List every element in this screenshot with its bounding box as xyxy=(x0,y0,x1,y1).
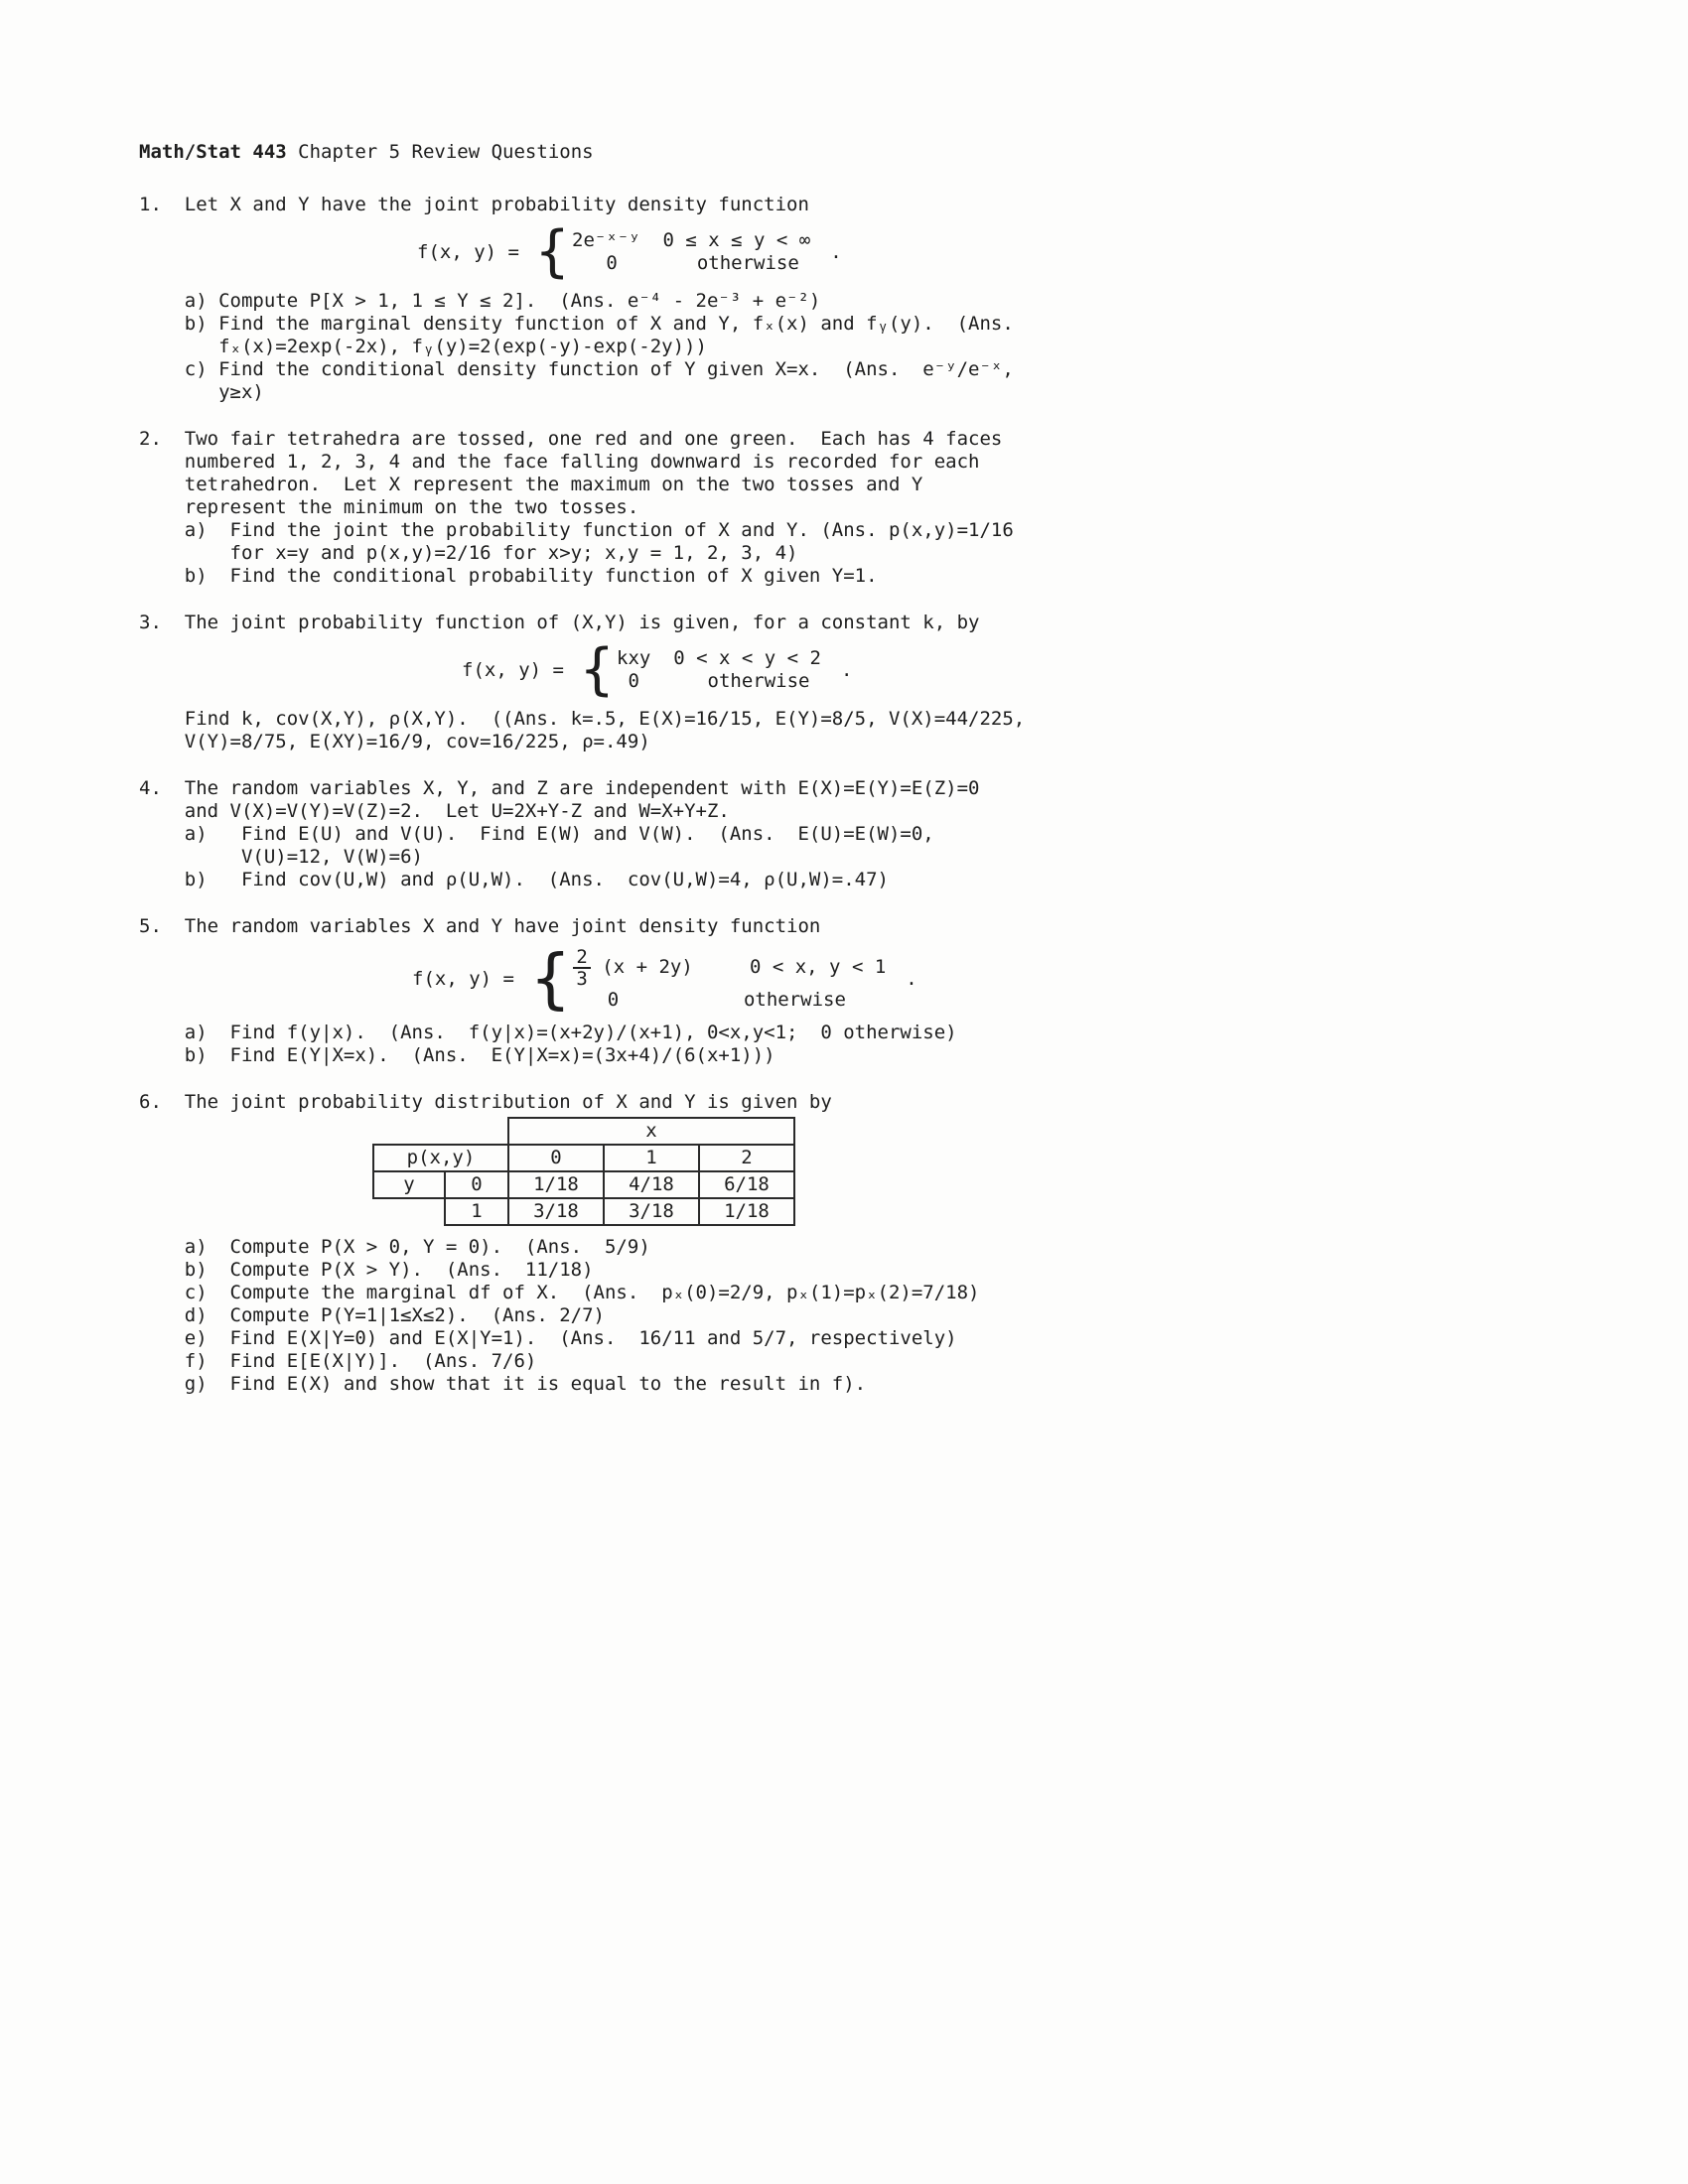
q6-part-c: c) Compute the marginal df of X. (Ans. pₓ(0)=2/9, pₓ(1)=pₓ(2)=7/18) xyxy=(139,1282,980,1303)
q1-intro: 1. Let X and Y have the joint probability density function xyxy=(139,194,809,215)
q5-part-a: a) Find f(y|x). (Ans. f(y|x)=(x+2y)/(x+1), 0<x,y<1; 0 otherwise) xyxy=(139,1022,957,1043)
table-row-y0 xyxy=(373,1171,794,1198)
q5-formula-lhs: f(x, y) = xyxy=(412,967,526,990)
question-4 xyxy=(139,777,1628,891)
q2-intro-3: tetrahedron. Let X represent the maximum on the two tosses and Y xyxy=(139,474,923,495)
q2-intro-2: numbered 1, 2, 3, 4 and the face falling downward is recorded for each xyxy=(139,451,980,473)
question-6 xyxy=(139,1091,1628,1396)
q5-formula-cases xyxy=(573,947,886,1012)
q2-intro-1: 2. Two fair tetrahedra are tossed, one red and one green. Each has 4 faces xyxy=(139,428,1003,450)
fraction-numerator: 2 xyxy=(576,945,588,968)
fraction-denominator: 3 xyxy=(573,967,590,989)
table-cell: 6/18 xyxy=(699,1171,794,1198)
question-3 xyxy=(139,612,1628,753)
q4-part-a-cont: V(U)=12, V(W)=6) xyxy=(139,846,423,868)
q2-part-a-cont: for x=y and p(x,y)=2/16 for x>y; x,y = 1, 2, 3, 4) xyxy=(139,542,798,564)
q6-intro: 6. The joint probability distribution of X and Y is given by xyxy=(139,1091,832,1113)
table-cell: 3/18 xyxy=(604,1198,699,1225)
q1-part-b: b) Find the marginal density function of X and Y, fₓ(x) and fᵧ(y). (Ans. xyxy=(139,313,1014,335)
q1-part-a: a) Compute P[X > 1, 1 ≤ Y ≤ 2]. (Ans. e⁻⁴ - 2e⁻³ + e⁻²) xyxy=(139,290,821,312)
q6-part-b: b) Compute P(X > Y). (Ans. 11/18) xyxy=(139,1259,594,1281)
q5-case-1-expr: (x + 2y) 0 < x, y < 1 xyxy=(590,956,887,978)
table-row-col-headers xyxy=(373,1145,794,1171)
q3-task-1: Find k, cov(X,Y), ρ(X,Y). ((Ans. k=.5, E(X)=16/15, E(Y)=8/5, V(X)=44/225, xyxy=(139,708,1026,730)
joint-distribution-table xyxy=(372,1117,795,1226)
q1-part-b-cont: fₓ(x)=2exp(-2x), fᵧ(y)=2(exp(-y)-exp(-2y))) xyxy=(139,336,707,357)
q1-case-2: 0 otherwise xyxy=(572,252,799,274)
doc-title-text: Chapter 5 Review Questions xyxy=(286,141,594,163)
table-y-value-0: 0 xyxy=(445,1171,508,1198)
q4-part-a: a) Find E(U) and V(U). Find E(W) and V(W). (Ans. E(U)=E(W)=0, xyxy=(139,823,934,845)
q1-formula-lhs: f(x, y) = xyxy=(417,240,531,263)
doc-title xyxy=(139,141,1628,164)
q1-case-1: 2e⁻ˣ⁻ʸ 0 ≤ x ≤ y < ∞ xyxy=(572,229,811,251)
table-col-header-0: 0 xyxy=(508,1145,604,1171)
table-empty-corner xyxy=(373,1118,508,1145)
q3-intro: 3. The joint probability function of (X,Y) is given, for a constant k, by xyxy=(139,612,980,633)
q2-part-b: b) Find the conditional probability function of X given Y=1. xyxy=(139,565,878,587)
q3-case-2: 0 otherwise xyxy=(617,670,810,692)
table-cell: 3/18 xyxy=(508,1198,604,1225)
table-y-label: y xyxy=(373,1171,445,1198)
q4-intro-2: and V(X)=V(Y)=V(Z)=2. Let U=2X+Y-Z and W=X+Y+Z. xyxy=(139,800,730,822)
question-5 xyxy=(139,915,1628,1067)
left-brace-icon: { xyxy=(534,219,571,284)
fraction-two-thirds xyxy=(573,947,590,989)
table-empty-cell xyxy=(373,1198,445,1225)
q2-intro-4: represent the minimum on the two tosses. xyxy=(139,496,639,518)
table-cell: 1/18 xyxy=(508,1171,604,1198)
q5-intro: 5. The random variables X and Y have joint density function xyxy=(139,915,821,937)
question-2 xyxy=(139,428,1628,588)
table-p-label: p(x,y) xyxy=(373,1145,508,1171)
left-brace-icon: { xyxy=(529,940,572,1017)
q3-task-2: V(Y)=8/75, E(XY)=16/9, cov=16/225, ρ=.49) xyxy=(139,731,650,752)
q6-part-f: f) Find E[E(X|Y)]. (Ans. 7/6) xyxy=(139,1350,537,1372)
left-brace-icon: { xyxy=(579,637,616,702)
q4-intro-1: 4. The random variables X, Y, and Z are independent with E(X)=E(Y)=E(Z)=0 xyxy=(139,777,980,799)
q5-formula xyxy=(412,940,1628,1017)
q6-part-g: g) Find E(X) and show that it is equal to the result in f). xyxy=(139,1373,867,1395)
q3-formula xyxy=(462,637,1628,702)
table-col-header-2: 2 xyxy=(699,1145,794,1171)
q3-formula-period: . xyxy=(840,658,853,681)
q6-part-a: a) Compute P(X > 0, Y = 0). (Ans. 5/9) xyxy=(139,1236,650,1258)
q6-part-d: d) Compute P(Y=1|1≤X≤2). (Ans. 2/7) xyxy=(139,1304,605,1326)
q5-case-2: 0 otherwise xyxy=(573,988,846,1011)
table-row-y1 xyxy=(373,1198,794,1225)
table-col-header-1: 1 xyxy=(604,1145,699,1171)
q1-part-c: c) Find the conditional density function of Y given X=x. (Ans. e⁻ʸ/e⁻ˣ, xyxy=(139,358,1014,380)
q3-formula-lhs: f(x, y) = xyxy=(462,658,576,681)
q5-formula-period: . xyxy=(906,967,917,990)
q1-part-c-cont: y≥x) xyxy=(139,381,264,403)
table-cell: 1/18 xyxy=(699,1198,794,1225)
table-cell: 4/18 xyxy=(604,1171,699,1198)
q5-part-b: b) Find E(Y|X=x). (Ans. E(Y|X=x)=(3x+4)/(6(x+1))) xyxy=(139,1044,775,1066)
q3-case-1: kxy 0 < x < y < 2 xyxy=(617,647,821,669)
question-1 xyxy=(139,194,1628,404)
table-x-label: x xyxy=(508,1118,794,1145)
q6-part-e: e) Find E(X|Y=0) and E(X|Y=1). (Ans. 16/11 and 5/7, respectively) xyxy=(139,1327,957,1349)
q3-formula-cases xyxy=(617,647,821,693)
document-content xyxy=(139,141,1628,1420)
table-row-x-header xyxy=(373,1118,794,1145)
course-code: Math/Stat 443 xyxy=(139,141,287,163)
q1-formula xyxy=(417,219,1628,284)
q1-formula-cases xyxy=(572,229,810,275)
q1-formula-period: . xyxy=(830,240,842,263)
q5-case-1 xyxy=(573,947,886,989)
q4-part-b: b) Find cov(U,W) and ρ(U,W). (Ans. cov(U,W)=4, ρ(U,W)=.47) xyxy=(139,869,889,890)
table-y-value-1: 1 xyxy=(445,1198,508,1225)
q2-part-a: a) Find the joint the probability function of X and Y. (Ans. p(x,y)=1/16 xyxy=(139,519,1014,541)
